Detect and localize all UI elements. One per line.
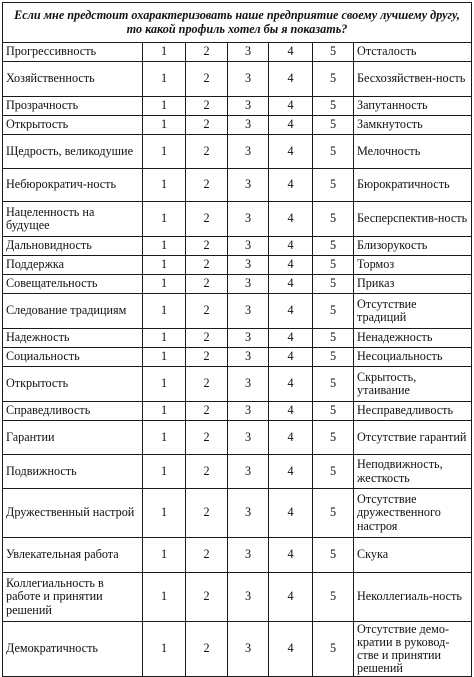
scale-option-3[interactable]: 3 xyxy=(228,573,269,622)
table-row xyxy=(3,169,472,202)
scale-option-4[interactable]: 4 xyxy=(269,489,313,538)
table-row xyxy=(3,237,472,256)
scale-option-2[interactable]: 2 xyxy=(186,256,228,275)
scale-option-4[interactable]: 4 xyxy=(269,294,313,329)
negative-trait: Отсутствие традиций xyxy=(354,294,472,329)
positive-trait: Открытость xyxy=(3,116,143,135)
negative-trait: Бесперспектив-ность xyxy=(354,202,472,237)
negative-trait: Ненадежность xyxy=(354,329,472,348)
scale-option-5[interactable]: 5 xyxy=(313,329,354,348)
scale-option-2[interactable]: 2 xyxy=(186,116,228,135)
scale-option-4[interactable]: 4 xyxy=(269,348,313,367)
scale-option-4[interactable]: 4 xyxy=(269,169,313,202)
scale-option-3[interactable]: 3 xyxy=(228,329,269,348)
table-row xyxy=(3,455,472,489)
scale-option-5[interactable]: 5 xyxy=(313,455,354,489)
scale-option-5[interactable]: 5 xyxy=(313,202,354,237)
scale-option-5[interactable]: 5 xyxy=(313,348,354,367)
table-row xyxy=(3,294,472,329)
scale-option-1[interactable]: 1 xyxy=(143,402,186,421)
negative-trait: Несоциальность xyxy=(354,348,472,367)
scale-option-3[interactable]: 3 xyxy=(228,421,269,455)
scale-option-5[interactable]: 5 xyxy=(313,97,354,116)
positive-trait: Поддержка xyxy=(3,256,143,275)
negative-trait: Несправедливость xyxy=(354,402,472,421)
negative-trait: Отсутствие демо-кратии в руковод-стве и принятии решений xyxy=(354,622,472,677)
scale-option-4[interactable]: 4 xyxy=(269,202,313,237)
negative-trait: Близорукость xyxy=(354,237,472,256)
negative-trait: Бюрократичность xyxy=(354,169,472,202)
scale-option-3[interactable]: 3 xyxy=(228,237,269,256)
scale-option-1[interactable]: 1 xyxy=(143,237,186,256)
scale-option-2[interactable]: 2 xyxy=(186,62,228,97)
scale-option-5[interactable]: 5 xyxy=(313,256,354,275)
scale-option-1[interactable]: 1 xyxy=(143,573,186,622)
table-row xyxy=(3,97,472,116)
scale-option-2[interactable]: 2 xyxy=(186,538,228,573)
scale-option-5[interactable]: 5 xyxy=(313,169,354,202)
negative-trait: Тормоз xyxy=(354,256,472,275)
scale-option-3[interactable]: 3 xyxy=(228,135,269,169)
scale-option-2[interactable]: 2 xyxy=(186,97,228,116)
scale-option-2[interactable]: 2 xyxy=(186,348,228,367)
scale-option-4[interactable]: 4 xyxy=(269,402,313,421)
scale-option-5[interactable]: 5 xyxy=(313,489,354,538)
scale-option-4[interactable]: 4 xyxy=(269,329,313,348)
positive-trait: Нацеленность на будущее xyxy=(3,202,143,237)
scale-option-1[interactable]: 1 xyxy=(143,489,186,538)
positive-trait: Хозяйственность xyxy=(3,62,143,97)
positive-trait: Гарантии xyxy=(3,421,143,455)
positive-trait: Следование традициям xyxy=(3,294,143,329)
scale-option-4[interactable]: 4 xyxy=(269,367,313,402)
scale-option-4[interactable]: 4 xyxy=(269,135,313,169)
caption-row xyxy=(3,3,472,43)
scale-option-1[interactable]: 1 xyxy=(143,329,186,348)
table-row xyxy=(3,202,472,237)
profile-table-body xyxy=(3,3,472,677)
scale-option-3[interactable]: 3 xyxy=(228,489,269,538)
table-row xyxy=(3,367,472,402)
table-row xyxy=(3,538,472,573)
positive-trait: Подвижность xyxy=(3,455,143,489)
positive-trait: Совещательность xyxy=(3,275,143,294)
scale-option-3[interactable]: 3 xyxy=(228,455,269,489)
negative-trait: Мелочность xyxy=(354,135,472,169)
table-row xyxy=(3,43,472,62)
negative-trait: Неколлегиаль-ность xyxy=(354,573,472,622)
scale-option-5[interactable]: 5 xyxy=(313,62,354,97)
scale-option-5[interactable]: 5 xyxy=(313,116,354,135)
scale-option-1[interactable]: 1 xyxy=(143,294,186,329)
positive-trait: Справедливость xyxy=(3,402,143,421)
scale-option-5[interactable]: 5 xyxy=(313,237,354,256)
scale-option-4[interactable]: 4 xyxy=(269,455,313,489)
scale-option-5[interactable]: 5 xyxy=(313,367,354,402)
profile-table xyxy=(2,2,472,677)
positive-trait: Небюрократич-ность xyxy=(3,169,143,202)
scale-option-1[interactable]: 1 xyxy=(143,97,186,116)
scale-option-1[interactable]: 1 xyxy=(143,135,186,169)
scale-option-1[interactable]: 1 xyxy=(143,275,186,294)
negative-trait: Отсутствие гарантий xyxy=(354,421,472,455)
scale-option-1[interactable]: 1 xyxy=(143,455,186,489)
positive-trait: Дальновидность xyxy=(3,237,143,256)
scale-option-2[interactable]: 2 xyxy=(186,622,228,677)
table-row xyxy=(3,256,472,275)
scale-option-1[interactable]: 1 xyxy=(143,421,186,455)
positive-trait: Коллегиальность в работе и принятии решений xyxy=(3,573,143,622)
table-row xyxy=(3,348,472,367)
negative-trait: Бесхозяйствен-ность xyxy=(354,62,472,97)
scale-option-2[interactable]: 2 xyxy=(186,329,228,348)
scale-option-2[interactable]: 2 xyxy=(186,573,228,622)
scale-option-5[interactable]: 5 xyxy=(313,622,354,677)
scale-option-3[interactable]: 3 xyxy=(228,538,269,573)
scale-option-4[interactable]: 4 xyxy=(269,573,313,622)
scale-option-2[interactable]: 2 xyxy=(186,43,228,62)
scale-option-3[interactable]: 3 xyxy=(228,43,269,62)
scale-option-3[interactable]: 3 xyxy=(228,256,269,275)
scale-option-3[interactable]: 3 xyxy=(228,275,269,294)
positive-trait: Демократичность xyxy=(3,622,143,677)
negative-trait: Неподвижность, жесткость xyxy=(354,455,472,489)
scale-option-2[interactable]: 2 xyxy=(186,275,228,294)
scale-option-5[interactable]: 5 xyxy=(313,538,354,573)
scale-option-3[interactable]: 3 xyxy=(228,348,269,367)
scale-option-1[interactable]: 1 xyxy=(143,348,186,367)
scale-option-4[interactable]: 4 xyxy=(269,256,313,275)
scale-option-2[interactable]: 2 xyxy=(186,421,228,455)
scale-option-5[interactable]: 5 xyxy=(313,421,354,455)
scale-option-3[interactable]: 3 xyxy=(228,202,269,237)
scale-option-2[interactable]: 2 xyxy=(186,169,228,202)
scale-option-2[interactable]: 2 xyxy=(186,367,228,402)
table-row xyxy=(3,329,472,348)
positive-trait: Увлекательная работа xyxy=(3,538,143,573)
scale-option-3[interactable]: 3 xyxy=(228,169,269,202)
scale-option-4[interactable]: 4 xyxy=(269,97,313,116)
scale-option-4[interactable]: 4 xyxy=(269,421,313,455)
scale-option-2[interactable]: 2 xyxy=(186,135,228,169)
positive-trait: Щедрость, великодушие xyxy=(3,135,143,169)
scale-option-1[interactable]: 1 xyxy=(143,538,186,573)
scale-option-2[interactable]: 2 xyxy=(186,489,228,538)
scale-option-3[interactable]: 3 xyxy=(228,116,269,135)
scale-option-5[interactable]: 5 xyxy=(313,294,354,329)
scale-option-4[interactable]: 4 xyxy=(269,62,313,97)
scale-option-3[interactable]: 3 xyxy=(228,294,269,329)
scale-option-1[interactable]: 1 xyxy=(143,62,186,97)
scale-option-3[interactable]: 3 xyxy=(228,367,269,402)
scale-option-1[interactable]: 1 xyxy=(143,622,186,677)
scale-option-4[interactable]: 4 xyxy=(269,116,313,135)
scale-option-1[interactable]: 1 xyxy=(143,43,186,62)
negative-trait: Замкнутость xyxy=(354,116,472,135)
table-row xyxy=(3,135,472,169)
negative-trait: Запутанность xyxy=(354,97,472,116)
scale-option-5[interactable]: 5 xyxy=(313,135,354,169)
negative-trait: Отсутствие дружественного настроя xyxy=(354,489,472,538)
scale-option-4[interactable]: 4 xyxy=(269,237,313,256)
table-row xyxy=(3,573,472,622)
scale-option-5[interactable]: 5 xyxy=(313,43,354,62)
positive-trait: Прозрачность xyxy=(3,97,143,116)
scale-option-3[interactable]: 3 xyxy=(228,622,269,677)
negative-trait: Скука xyxy=(354,538,472,573)
table-row xyxy=(3,275,472,294)
table-row xyxy=(3,421,472,455)
scale-option-4[interactable]: 4 xyxy=(269,622,313,677)
scale-option-3[interactable]: 3 xyxy=(228,62,269,97)
scale-option-2[interactable]: 2 xyxy=(186,402,228,421)
scale-option-4[interactable]: 4 xyxy=(269,43,313,62)
scale-option-1[interactable]: 1 xyxy=(143,169,186,202)
scale-option-3[interactable]: 3 xyxy=(228,402,269,421)
table-row xyxy=(3,116,472,135)
scale-option-4[interactable]: 4 xyxy=(269,275,313,294)
table-row xyxy=(3,622,472,677)
scale-option-2[interactable]: 2 xyxy=(186,294,228,329)
scale-option-1[interactable]: 1 xyxy=(143,202,186,237)
positive-trait: Прогрессивность xyxy=(3,43,143,62)
scale-option-5[interactable]: 5 xyxy=(313,275,354,294)
scale-option-1[interactable]: 1 xyxy=(143,256,186,275)
table-row xyxy=(3,402,472,421)
scale-option-1[interactable]: 1 xyxy=(143,367,186,402)
scale-option-3[interactable]: 3 xyxy=(228,97,269,116)
negative-trait: Приказ xyxy=(354,275,472,294)
scale-option-2[interactable]: 2 xyxy=(186,455,228,489)
scale-option-5[interactable]: 5 xyxy=(313,573,354,622)
positive-trait: Надежность xyxy=(3,329,143,348)
table-caption: Если мне предстоит охарактеризовать наше предприятие своему лучшему другу, то какой профиль хотел бы я показать? xyxy=(3,3,472,43)
scale-option-4[interactable]: 4 xyxy=(269,538,313,573)
table-row xyxy=(3,489,472,538)
table-row xyxy=(3,62,472,97)
positive-trait: Открытость xyxy=(3,367,143,402)
scale-option-2[interactable]: 2 xyxy=(186,237,228,256)
positive-trait: Социальность xyxy=(3,348,143,367)
negative-trait: Отсталость xyxy=(354,43,472,62)
negative-trait: Скрытость, утаивание xyxy=(354,367,472,402)
scale-option-5[interactable]: 5 xyxy=(313,402,354,421)
scale-option-1[interactable]: 1 xyxy=(143,116,186,135)
scale-option-2[interactable]: 2 xyxy=(186,202,228,237)
positive-trait: Дружественный настрой xyxy=(3,489,143,538)
